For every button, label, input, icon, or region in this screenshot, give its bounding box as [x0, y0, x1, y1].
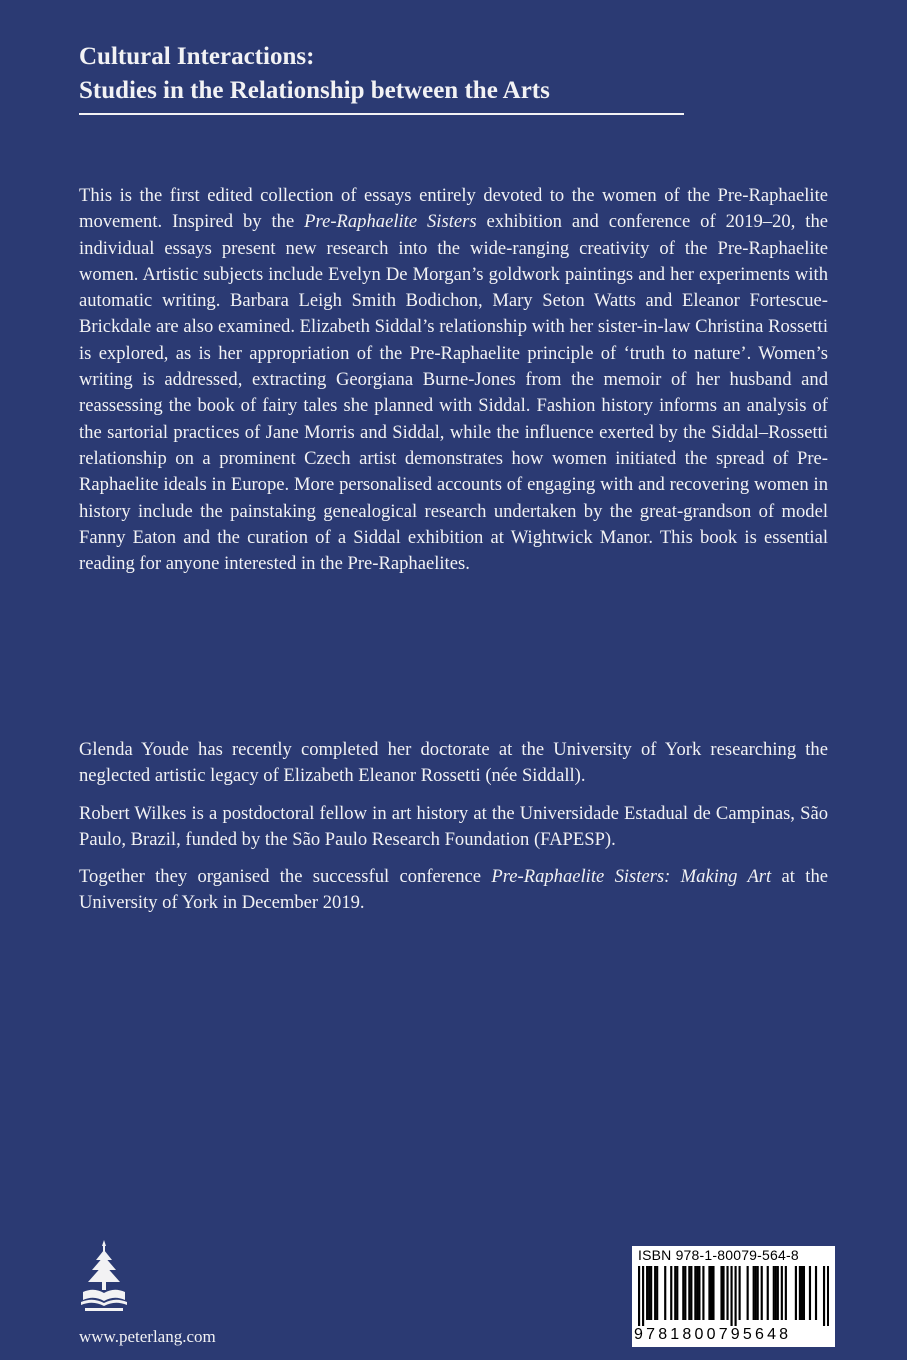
barcode-bar: [720, 1266, 722, 1320]
barcode-bar: [656, 1266, 658, 1320]
barcode-bar: [688, 1266, 690, 1320]
barcode-bar: [777, 1266, 779, 1320]
barcode-bar: [694, 1266, 696, 1320]
blurb-text-2: exhibition and conference of 2019–20, the individual essays present new research into the wide-ranging creativity of the Pre-Raphaelite women. Artistic subjects include Evelyn De Morgan’s goldwork paintings and her experiments with automatic writing. Barbara Leigh Smith Bodichon, Mary Seton Watts and Eleanor Fortescue-Brickdale are also examined. Elizabeth Siddal’s relationship with her sister-in-law Christina Rossetti is explored, as is her appropriation of the Pre-Raphaelite principle of ‘truth to nature’. Women’s writing is addressed, extracting Georgiana Burne-Jones from the memoir of her husband and reassessing the book of fairy tales she planned with Siddal. Fashion history informs an analysis of the sartorial practices of Jane Morris and Siddal, while the influence exerted by the Siddal–Rossetti relationship on a prominent Czech artist demonstrates how women initiated the spread of Pre-Raphaelite ideals in Europe. More personalised accounts of engaging with and recovering women in history include the painstaking genealogical research undertaken by the great-grandson of model Fanny Eaton and the curation of a Siddal exhibition at Wightwick Manor. This book is essential reading for anyone interested in the Pre-Raphaelites.: [79, 211, 829, 575]
barcode-bar: [648, 1266, 650, 1320]
barcode-bar: [710, 1266, 712, 1320]
barcode-bar: [747, 1266, 749, 1320]
barcode-bar: [638, 1266, 640, 1326]
barcode-bar: [809, 1266, 811, 1320]
barcode-bar: [682, 1266, 684, 1320]
barcode-bar: [753, 1266, 755, 1320]
isbn-label: ISBN 978-1-80079-564-8: [638, 1247, 799, 1263]
barcode-bar: [739, 1266, 741, 1320]
barcode-bar: [799, 1266, 801, 1320]
barcode-bar: [722, 1266, 724, 1320]
barcode-bar: [696, 1266, 698, 1320]
barcode-bar: [730, 1266, 732, 1326]
barcode-bar: [757, 1266, 759, 1320]
barcode-bar: [827, 1266, 829, 1326]
barcode-bar: [795, 1266, 797, 1320]
bio-youde: Glenda Youde has recently completed her doctorate at the University of York researching the neglected artistic legacy of Elizabeth Eleanor Rossetti (née Siddall).: [79, 739, 828, 787]
peter-lang-logo-icon: [79, 1238, 129, 1316]
barcode-bar: [781, 1266, 783, 1320]
series-title-line2: Studies in the Relationship between the Arts: [79, 77, 550, 104]
barcode-bar: [674, 1266, 676, 1320]
publisher-website: www.peterlang.com: [79, 1327, 216, 1346]
barcode-bar: [702, 1266, 704, 1320]
blurb-text-1: This is the first edited collection of essays entirely devoted to the women of the Pre-Raphaelite movement. Inspired by the: [79, 185, 828, 233]
barcode-bar: [690, 1266, 692, 1320]
bio-conference-title: Pre-Raphaelite Sisters: Making Art: [491, 866, 772, 888]
barcode-bar: [708, 1266, 710, 1320]
barcode-bar: [801, 1266, 803, 1320]
editor-bios: [79, 737, 828, 928]
series-title: [79, 40, 550, 108]
barcode-bar: [823, 1266, 825, 1326]
bio-together: [79, 864, 828, 917]
barcode-bar: [676, 1266, 678, 1320]
blurb-exhibition-title: Pre-Raphaelite Sisters: [304, 211, 477, 233]
barcode-bar: [712, 1266, 714, 1320]
barcode-bar: [654, 1266, 656, 1320]
barcode-bar: [650, 1266, 652, 1320]
barcode-bars: [638, 1266, 829, 1326]
barcode-bar: [726, 1266, 728, 1320]
title-underline: [79, 113, 684, 115]
book-blurb: [79, 183, 828, 577]
series-title-line1: Cultural Interactions:: [79, 43, 315, 70]
isbn-barcode: [632, 1246, 835, 1347]
barcode-bar: [684, 1266, 686, 1320]
barcode-bar: [785, 1266, 787, 1320]
barcode-bar: [773, 1266, 775, 1320]
barcode-bar: [664, 1266, 666, 1320]
barcode-bar: [698, 1266, 700, 1320]
barcode-bar: [761, 1266, 763, 1320]
bio-wilkes: Robert Wilkes is a postdoctoral fellow in art history at the Universidade Estadual de Campinas, São Paulo, Brazil, funded by the São Paulo Research Foundation (FAPESP).: [79, 802, 828, 850]
barcode-bar: [646, 1266, 648, 1320]
bio-together-post: at the University of York in December 2019.: [79, 866, 828, 914]
barcode-bar: [670, 1266, 672, 1320]
barcode-bar: [767, 1266, 769, 1320]
barcode-bar: [735, 1266, 737, 1326]
barcode-bar: [775, 1266, 777, 1320]
bio-together-pre: Together they organised the successful conference: [79, 866, 492, 888]
barcode-bar: [803, 1266, 805, 1320]
barcode-bar: [755, 1266, 757, 1320]
ean-digits: 9781800795648: [634, 1326, 792, 1343]
barcode-bar: [815, 1266, 817, 1320]
barcode-bar: [642, 1266, 644, 1326]
